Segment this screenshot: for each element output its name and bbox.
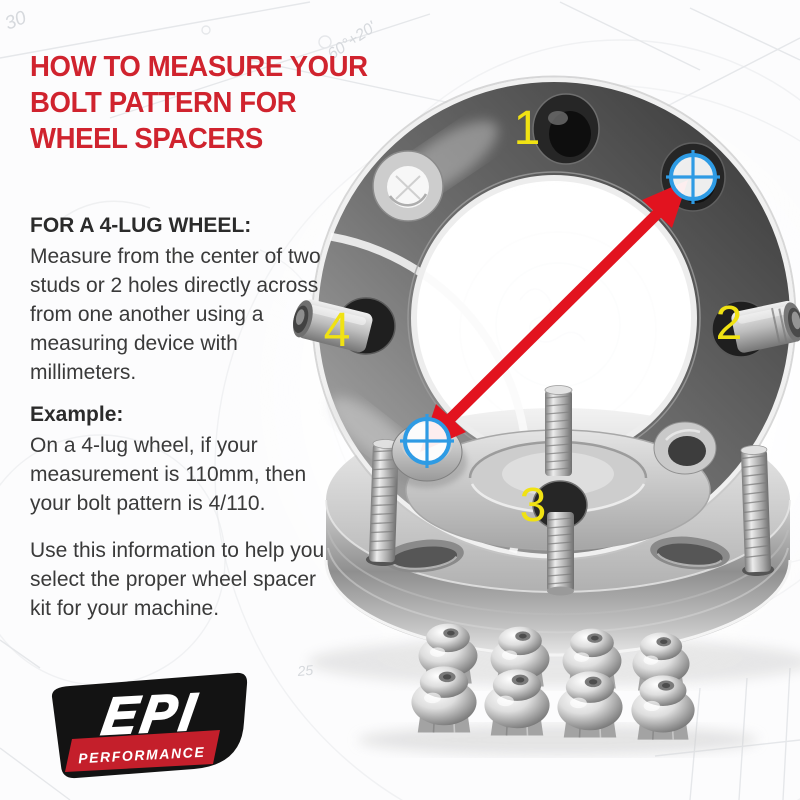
- title-line-3: WHEEL SPACERS: [30, 123, 263, 155]
- stud-center-bottom: [547, 512, 574, 596]
- section-heading: FOR A 4-LUG WHEEL:: [30, 214, 252, 237]
- page-title: [30, 49, 429, 157]
- lug-hole-1: [533, 94, 599, 164]
- stud-label-4: 4: [323, 304, 351, 357]
- stud-label-2: 2: [715, 297, 743, 350]
- epi-performance-logo: [34, 668, 256, 786]
- blueprint-note-30: 30: [2, 7, 30, 35]
- section-body: On a 4-lug wheel, if your measurement is 110mm, then your bolt pattern is 4/110.: [30, 434, 307, 515]
- section-advice: [30, 536, 330, 623]
- blueprint-note-bottom: 25: [296, 661, 314, 679]
- title-line-1: HOW TO MEASURE YOUR: [30, 51, 368, 83]
- logo-tagline-text: PERFORMANCE: [77, 743, 206, 767]
- section-body: Use this information to help you select the proper wheel spacer kit for your machine.: [30, 539, 325, 620]
- section-4-lug-wheel: [30, 214, 330, 387]
- section-heading: Example:: [30, 403, 124, 426]
- stud-label-1: 1: [513, 102, 541, 155]
- epi-logo-graphic: [34, 668, 256, 786]
- blueprint-note-angle: 60°+20': [324, 18, 380, 64]
- ring-hole-bottom-right: [654, 422, 716, 474]
- section-example: [30, 403, 330, 518]
- title-line-2: BOLT PATTERN FOR: [30, 87, 297, 119]
- stud-label-3: 3: [519, 479, 547, 532]
- through-hole-top-left: [373, 151, 443, 221]
- stud-center-top: [545, 386, 572, 477]
- section-body: Measure from the center of two studs or 2 holes directly across from one another using a measuring device with millimeters.: [30, 245, 321, 384]
- logo-brand-text: EPI: [98, 682, 204, 747]
